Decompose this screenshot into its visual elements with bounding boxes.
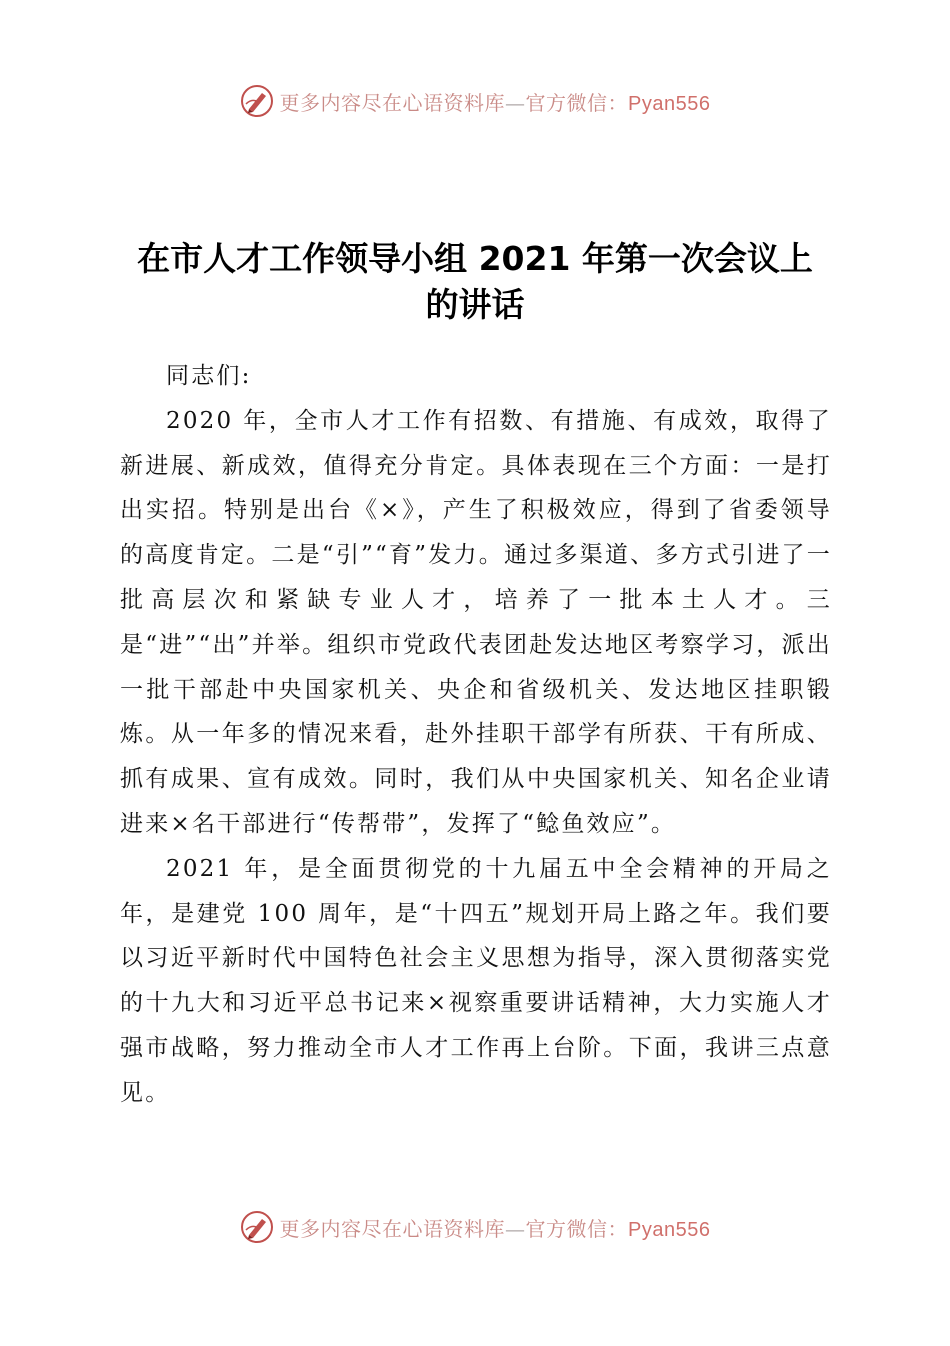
header-watermark xyxy=(0,84,950,118)
title-line-2: 的讲话 xyxy=(425,285,525,324)
pen-logo-icon xyxy=(240,1210,274,1244)
watermark-dash: — xyxy=(505,1216,526,1241)
watermark-dash: — xyxy=(505,90,526,115)
watermark-id: Pyan556 xyxy=(628,1218,711,1241)
watermark-main: 更多内容尽在心语资料库 xyxy=(279,90,506,115)
watermark-text xyxy=(280,87,711,116)
watermark-id: Pyan556 xyxy=(628,92,711,115)
paragraph-2: 2021 年，是全面贯彻党的十九届五中全会精神的开局之年，是建党 100 周年，是“十四五”规划开局上路之年。我们要以习近平新时代中国特色社会主义思想为指导，深入贯彻落实党的十九大和习近平总书记来×视察重要讲话精神，大力实施人才强市战略，努力推动全市人才工作再上台阶。下面，我讲三点意见。 xyxy=(120,855,832,1106)
watermark-text xyxy=(280,1213,711,1242)
document-title xyxy=(110,236,840,328)
watermark-main: 更多内容尽在心语资料库 xyxy=(279,1216,506,1241)
title-line-1: 在市人才工作领导小组 2021 年第一次会议上 xyxy=(137,239,813,278)
footer-watermark xyxy=(0,1210,950,1244)
paragraph-1: 2020 年，全市人才工作有招数、有措施、有成效，取得了新进展、新成效，值得充分肯定。具体表现在三个方面：一是打出实招。特别是出台《×》，产生了积极效应，得到了省委领导的高度肯定。二是“引”“育”发力。通过多渠道、多方式引进了一批高层次和紧缺专业人才，培养了一批本土人才。三是“进”“出”并举。组织市党政代表团赴发达地区考察学习，派出一批干部赴中央国家机关、央企和省级机关、发达地区挂职锻炼。从一年多的情况来看，赴外挂职干部学有所获、干有所成、抓有成果、宣有成效。同时，我们从中央国家机关、知名企业请进来×名干部进行“传帮带”，发挥了“鲶鱼效应”。 xyxy=(120,407,832,837)
document-body xyxy=(120,354,832,1116)
salutation: 同志们: xyxy=(166,363,252,389)
pen-logo-icon xyxy=(240,84,274,118)
watermark-label: 官方微信： xyxy=(525,1216,629,1241)
watermark-label: 官方微信： xyxy=(525,90,629,115)
